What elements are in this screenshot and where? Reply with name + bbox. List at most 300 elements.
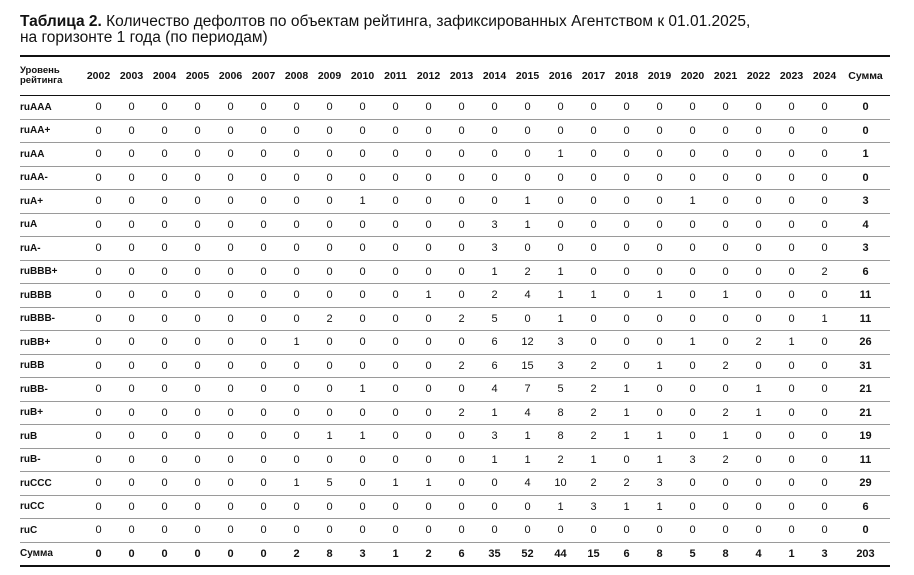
table-cell: 0 [445,519,478,543]
table-cell: 1 [379,472,412,496]
table-cell: 0 [610,260,643,284]
table-cell: 0 [709,143,742,167]
table-cell: 0 [643,166,676,190]
header-rating-level-line1: Уровень [20,65,60,76]
table-cell: 0 [247,96,280,120]
table-cell: 7 [511,378,544,402]
table-cell: 1 [643,425,676,449]
table-cell: 0 [280,448,313,472]
row-sum-cell: 21 [841,378,890,402]
table-row [20,284,890,308]
table-cell: 1 [511,190,544,214]
table-cell: 0 [214,331,247,355]
table-cell: 0 [247,495,280,519]
table-cell: 0 [214,237,247,261]
table-cell: 0 [610,284,643,308]
table-cell: 0 [379,237,412,261]
table-cell: 0 [280,237,313,261]
table-row [20,307,890,331]
header-year: 2022 [742,56,775,96]
table-cell: 0 [412,213,445,237]
table-cell: 0 [82,190,115,214]
table-cell: 0 [610,448,643,472]
header-year: 2012 [412,56,445,96]
table-cell: 0 [610,354,643,378]
table-cell: 1 [742,378,775,402]
table-cell: 0 [247,190,280,214]
table-cell: 0 [247,542,280,566]
table-cell: 0 [412,307,445,331]
row-sum-cell: 6 [841,260,890,284]
table-cell: 0 [511,119,544,143]
table-cell: 0 [511,143,544,167]
table-cell: 0 [313,331,346,355]
table-cell: 0 [643,331,676,355]
table-title-line1: Количество дефолтов по объектам рейтинга, зафиксированных Агентством к 01.01.2025, [101,13,751,30]
table-cell: 0 [808,143,841,167]
table-cell: 0 [544,213,577,237]
table-cell: 0 [610,119,643,143]
table-cell: 0 [709,307,742,331]
table-cell: 0 [412,143,445,167]
table-cell: 1 [478,401,511,425]
rating-label: ruB+ [20,401,82,425]
table-cell: 0 [181,96,214,120]
table-cell: 0 [742,119,775,143]
table-cell: 0 [643,119,676,143]
row-sum-cell: 29 [841,472,890,496]
table-cell: 2 [709,354,742,378]
table-cell: 0 [148,542,181,566]
table-cell: 0 [379,307,412,331]
table-cell: 0 [742,354,775,378]
table-cell: 2 [709,401,742,425]
table-cell: 0 [115,213,148,237]
table-cell: 0 [214,495,247,519]
table-cell: 0 [742,190,775,214]
table-cell: 0 [346,331,379,355]
table-cell: 0 [346,354,379,378]
table-cell: 5 [544,378,577,402]
rating-label: ruA [20,213,82,237]
table-cell: 3 [577,495,610,519]
table-cell: 0 [346,495,379,519]
table-cell: 0 [676,143,709,167]
table-cell: 4 [511,401,544,425]
table-cell: 0 [280,495,313,519]
table-cell: 0 [148,425,181,449]
table-cell: 0 [379,495,412,519]
table-cell: 0 [280,143,313,167]
table-cell: 0 [181,119,214,143]
table-row [20,354,890,378]
table-cell: 0 [412,331,445,355]
table-cell: 1 [412,472,445,496]
table-cell: 6 [610,542,643,566]
table-cell: 0 [115,401,148,425]
table-cell: 0 [115,519,148,543]
table-cell: 0 [115,542,148,566]
row-sum-cell: 19 [841,425,890,449]
table-cell: 0 [775,260,808,284]
row-sum-cell: 3 [841,237,890,261]
rating-label: ruBB [20,354,82,378]
table-cell: 0 [82,448,115,472]
table-cell: 0 [379,425,412,449]
table-cell: 1 [709,425,742,449]
table-cell: 0 [247,401,280,425]
table-cell: 0 [412,119,445,143]
table-cell: 2 [544,448,577,472]
table-cell: 0 [280,519,313,543]
table-cell: 2 [610,472,643,496]
table-cell: 0 [577,190,610,214]
table-cell: 44 [544,542,577,566]
table-row [20,166,890,190]
table-cell: 0 [676,119,709,143]
table-cell: 0 [775,472,808,496]
table-cell: 0 [742,495,775,519]
table-cell: 0 [511,495,544,519]
table-cell: 0 [808,119,841,143]
row-sum-cell: 11 [841,448,890,472]
table-cell: 0 [445,448,478,472]
table-cell: 0 [808,354,841,378]
table-title-number: Таблица 2. [20,13,102,30]
table-cell: 0 [379,143,412,167]
table-cell: 0 [181,378,214,402]
total-label: Сумма [20,542,82,566]
table-cell: 1 [742,401,775,425]
table-cell: 1 [544,307,577,331]
table-cell: 0 [181,143,214,167]
table-cell: 3 [643,472,676,496]
table-cell: 0 [214,143,247,167]
table-cell: 0 [214,401,247,425]
table-row [20,331,890,355]
table-cell: 0 [313,190,346,214]
table-cell: 0 [82,237,115,261]
table-cell: 0 [280,96,313,120]
table-cell: 0 [412,378,445,402]
table-cell: 1 [478,260,511,284]
table-cell: 0 [346,119,379,143]
table-cell: 0 [346,237,379,261]
table-cell: 0 [115,307,148,331]
header-year: 2004 [148,56,181,96]
table-cell: 0 [709,472,742,496]
table-row [20,237,890,261]
table-row [20,190,890,214]
table-cell: 1 [544,260,577,284]
table-cell: 0 [247,354,280,378]
table-cell: 0 [247,284,280,308]
table-cell: 0 [412,237,445,261]
table-cell: 0 [181,495,214,519]
table-cell: 0 [82,425,115,449]
table-cell: 12 [511,331,544,355]
table-cell: 1 [808,307,841,331]
table-cell: 0 [247,519,280,543]
table-cell: 0 [115,96,148,120]
table-cell: 1 [511,425,544,449]
table-cell: 0 [181,284,214,308]
table-cell: 0 [643,307,676,331]
table-cell: 0 [280,213,313,237]
table-cell: 1 [478,448,511,472]
table-cell: 1 [676,331,709,355]
table-cell: 0 [280,119,313,143]
table-cell: 5 [313,472,346,496]
table-row [20,425,890,449]
table-cell: 0 [676,237,709,261]
table-cell: 0 [511,519,544,543]
table-cell: 0 [346,96,379,120]
table-cell: 0 [577,213,610,237]
table-cell: 0 [445,284,478,308]
table-cell: 1 [643,354,676,378]
table-cell: 0 [610,190,643,214]
table-cell: 0 [808,519,841,543]
table-cell: 0 [775,119,808,143]
table-cell: 0 [214,448,247,472]
rating-label: ruBBB+ [20,260,82,284]
table-cell: 0 [247,378,280,402]
table-cell: 0 [148,284,181,308]
header-sum: Сумма [841,56,890,96]
table-cell: 0 [775,96,808,120]
table-cell: 0 [742,519,775,543]
table-cell: 3 [676,448,709,472]
table-cell: 0 [412,96,445,120]
header-year: 2023 [775,56,808,96]
table-cell: 0 [280,307,313,331]
table-cell: 0 [709,166,742,190]
table-row [20,519,890,543]
table-cell: 4 [478,378,511,402]
table-cell: 1 [610,378,643,402]
table-cell: 0 [115,260,148,284]
table-cell: 15 [577,542,610,566]
table-cell: 1 [280,472,313,496]
header-year: 2006 [214,56,247,96]
table-cell: 0 [115,119,148,143]
table-cell: 0 [610,307,643,331]
table-row [20,96,890,120]
table-cell: 0 [577,519,610,543]
table-cell: 0 [676,401,709,425]
table-cell: 0 [148,307,181,331]
table-cell: 2 [577,401,610,425]
table-cell: 0 [247,307,280,331]
table-cell: 0 [115,378,148,402]
table-cell: 0 [346,401,379,425]
table-cell: 3 [478,213,511,237]
table-cell: 0 [775,401,808,425]
table-cell: 0 [181,354,214,378]
table-cell: 2 [577,354,610,378]
table-cell: 0 [346,307,379,331]
table-cell: 1 [346,190,379,214]
header-rating-level [20,56,82,96]
table-row [20,448,890,472]
table-cell: 0 [445,425,478,449]
table-cell: 0 [577,307,610,331]
table-cell: 0 [610,213,643,237]
table-cell: 35 [478,542,511,566]
header-year: 2008 [280,56,313,96]
header-year: 2024 [808,56,841,96]
table-cell: 0 [379,354,412,378]
table-cell: 1 [709,284,742,308]
defaults-table [20,55,890,567]
table-cell: 0 [346,472,379,496]
table-cell: 0 [214,472,247,496]
table-cell: 0 [346,284,379,308]
table-cell: 0 [247,237,280,261]
header-year: 2021 [709,56,742,96]
table-cell: 0 [445,213,478,237]
table-cell: 0 [214,354,247,378]
table-cell: 4 [742,542,775,566]
table-cell: 0 [346,448,379,472]
row-sum-cell: 0 [841,96,890,120]
table-cell: 0 [82,96,115,120]
table-cell: 0 [313,354,346,378]
table-cell: 3 [346,542,379,566]
table-cell: 2 [709,448,742,472]
table-cell: 0 [610,237,643,261]
table-cell: 0 [709,519,742,543]
table-cell: 0 [115,354,148,378]
table-cell: 0 [577,260,610,284]
table-cell: 8 [313,542,346,566]
table-cell: 0 [478,190,511,214]
table-cell: 0 [742,307,775,331]
table-cell: 0 [313,401,346,425]
table-cell: 0 [148,519,181,543]
table-cell: 0 [742,284,775,308]
table-cell: 0 [643,519,676,543]
table-cell: 0 [775,190,808,214]
table-cell: 0 [82,119,115,143]
table-cell: 6 [478,331,511,355]
table-cell: 0 [775,495,808,519]
table-cell: 0 [610,519,643,543]
table-cell: 0 [775,354,808,378]
table-cell: 2 [577,472,610,496]
table-cell: 2 [280,542,313,566]
table-cell: 0 [247,331,280,355]
table-cell: 0 [148,237,181,261]
table-cell: 0 [214,260,247,284]
table-cell: 2 [808,260,841,284]
table-cell: 0 [313,495,346,519]
table-cell: 0 [313,166,346,190]
table-cell: 0 [214,119,247,143]
table-cell: 0 [412,425,445,449]
table-cell: 0 [148,119,181,143]
table-cell: 0 [775,425,808,449]
table-cell: 0 [709,213,742,237]
table-cell: 0 [181,472,214,496]
table-cell: 0 [115,448,148,472]
table-cell: 2 [412,542,445,566]
table-cell: 0 [148,96,181,120]
rating-label: ruAA+ [20,119,82,143]
table-cell: 0 [181,190,214,214]
table-cell: 0 [709,96,742,120]
table-cell: 0 [379,213,412,237]
header-row [20,56,890,96]
table-cell: 0 [379,519,412,543]
header-year: 2005 [181,56,214,96]
table-cell: 0 [676,166,709,190]
table-cell: 0 [148,401,181,425]
table-title [20,14,900,46]
table-cell: 0 [676,96,709,120]
table-cell: 0 [115,143,148,167]
table-cell: 15 [511,354,544,378]
table-cell: 0 [478,519,511,543]
table-cell: 0 [313,119,346,143]
table-cell: 0 [577,331,610,355]
table-cell: 0 [379,96,412,120]
row-sum-cell: 11 [841,284,890,308]
table-cell: 0 [280,425,313,449]
table-cell: 0 [808,213,841,237]
table-cell: 0 [511,237,544,261]
header-year: 2013 [445,56,478,96]
table-cell: 0 [280,284,313,308]
table-cell: 3 [544,354,577,378]
header-year: 2007 [247,56,280,96]
table-cell: 0 [445,166,478,190]
table-cell: 0 [808,495,841,519]
header-year: 2009 [313,56,346,96]
table-cell: 0 [247,143,280,167]
table-cell: 1 [577,284,610,308]
table-cell: 0 [742,472,775,496]
header-year: 2017 [577,56,610,96]
row-sum-cell: 11 [841,307,890,331]
table-cell: 0 [379,119,412,143]
table-cell: 1 [379,542,412,566]
table-cell: 3 [808,542,841,566]
table-cell: 0 [676,284,709,308]
table-cell: 0 [280,166,313,190]
table-cell: 0 [379,401,412,425]
table-cell: 0 [643,378,676,402]
table-cell: 0 [379,284,412,308]
table-cell: 0 [148,354,181,378]
table-cell: 0 [511,96,544,120]
table-cell: 1 [643,495,676,519]
table-cell: 5 [478,307,511,331]
table-cell: 0 [478,472,511,496]
table-cell: 0 [148,166,181,190]
table-cell: 0 [676,495,709,519]
table-cell: 0 [379,190,412,214]
table-cell: 0 [313,237,346,261]
table-cell: 0 [148,495,181,519]
table-cell: 6 [445,542,478,566]
table-cell: 0 [742,166,775,190]
table-cell: 0 [808,472,841,496]
rating-label: ruAAA [20,96,82,120]
table-row [20,472,890,496]
rating-label: ruB [20,425,82,449]
